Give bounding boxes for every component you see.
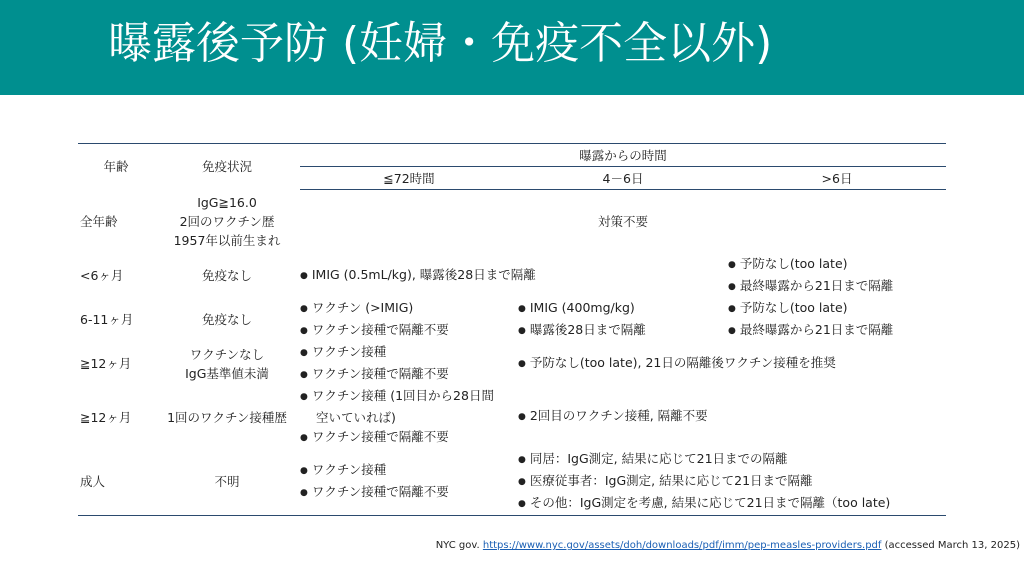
row-age: <6ヶ月 — [80, 268, 124, 283]
row-age: ≧12ヶ月 — [80, 409, 132, 425]
row-status: 不明 — [154, 449, 300, 516]
list-item: ● ワクチン接種で隔離不要 — [300, 482, 518, 504]
citation-link[interactable]: https://www.nyc.gov/assets/doh/downloads/pdf/imm/pep-measles-providers.pdf — [482, 540, 882, 551]
list-item: ● その他：IgG測定を考慮, 結果に応じて21日まで隔離（too late) — [518, 493, 946, 515]
list-item: ● 最終曝露から21日まで隔離 — [728, 276, 946, 298]
row-status: 1回のワクチン接種歴 — [167, 409, 287, 425]
row-age: ≧12ヶ月 — [80, 356, 132, 371]
header-age: 年齢 — [78, 144, 154, 190]
title-banner — [0, 0, 1024, 95]
row-measure-4-6d — [518, 298, 728, 342]
row-measure-72h — [300, 449, 518, 516]
citation — [0, 540, 1024, 551]
list-item-continued: 空いていれば) — [316, 409, 396, 425]
header-immune-status: 免疫状況 — [154, 144, 300, 190]
list-item: ● ワクチン接種 — [300, 460, 518, 482]
header-time-72h: ≦72時間 — [300, 167, 518, 190]
row-measure-72h — [300, 298, 518, 342]
row-age: 全年齢 — [80, 214, 118, 229]
list-item: ● ワクチン接種 (1回目から28日間 — [300, 386, 518, 408]
row-measure-over-6d — [728, 254, 946, 298]
list-item: ● ワクチン接種で隔離不要 — [300, 427, 518, 449]
list-item: ● 予防なし(too late) — [728, 254, 946, 276]
table-row — [78, 386, 946, 449]
header-time-since-exposure: 曝露からの時間 — [300, 144, 946, 167]
list-item: ● 同居：IgG測定, 結果に応じて21日までの隔離 — [518, 449, 946, 471]
citation-suffix: (accessed March 13, 2025) — [881, 540, 1020, 551]
header-time-4-6d: 4－6日 — [518, 167, 728, 190]
row-status: 免疫なし — [201, 312, 252, 327]
row-age: 成人 — [78, 449, 154, 516]
table-row — [78, 254, 946, 298]
row-age: 6-11ヶ月 — [80, 312, 134, 327]
row-measure-72h-4-6d — [300, 254, 728, 298]
list-item: ● 予防なし(too late) — [728, 298, 946, 320]
row-measure-72h — [300, 386, 518, 449]
list-item: ● IMIG (400mg/kg) — [518, 298, 728, 320]
list-item: ● 最終曝露から21日まで隔離 — [728, 320, 946, 342]
row-measure-4d-plus — [518, 386, 946, 449]
row-measure-72h — [300, 342, 518, 386]
list-item: ● ワクチン接種で隔離不要 — [300, 364, 518, 386]
list-item: ● ワクチン (>IMIG) — [300, 298, 518, 320]
table-row — [78, 298, 946, 342]
row-measure: 対策不要 — [597, 214, 648, 230]
table-row — [78, 342, 946, 386]
pep-table — [78, 143, 946, 516]
slide-title: 曝露後予防 (妊婦・免疫不全以外) — [108, 18, 773, 69]
list-item: ● ワクチン接種 — [300, 342, 518, 364]
header-time-over-6d: >6日 — [728, 167, 946, 190]
list-item: ● ワクチン接種で隔離不要 — [300, 320, 518, 342]
list-item: ● 医療従事者：IgG測定, 結果に応じて21日まで隔離 — [518, 471, 946, 493]
citation-prefix: NYC gov. — [435, 540, 483, 551]
list-item: ● 予防なし(too late), 21日の隔離後ワクチン接種を推奨 — [518, 353, 946, 375]
row-measure-4d-plus — [518, 449, 946, 516]
table-row — [78, 190, 946, 254]
row-status: IgG≧16.0 2回のワクチン歴 1957年以前生まれ — [173, 195, 281, 248]
row-status: 免疫なし — [201, 268, 252, 283]
table-row — [78, 449, 946, 516]
row-status: ワクチンなし IgG基準値未満 — [185, 346, 269, 381]
row-measure-4d-plus — [518, 342, 946, 386]
list-item: ● 2回目のワクチン接種, 隔離不要 — [518, 406, 946, 428]
list-item: ● IMIG (0.5mL/kg), 曝露後28日まで隔離 — [300, 265, 728, 287]
list-item: ● 曝露後28日まで隔離 — [518, 320, 728, 342]
row-measure-over-6d — [728, 298, 946, 342]
